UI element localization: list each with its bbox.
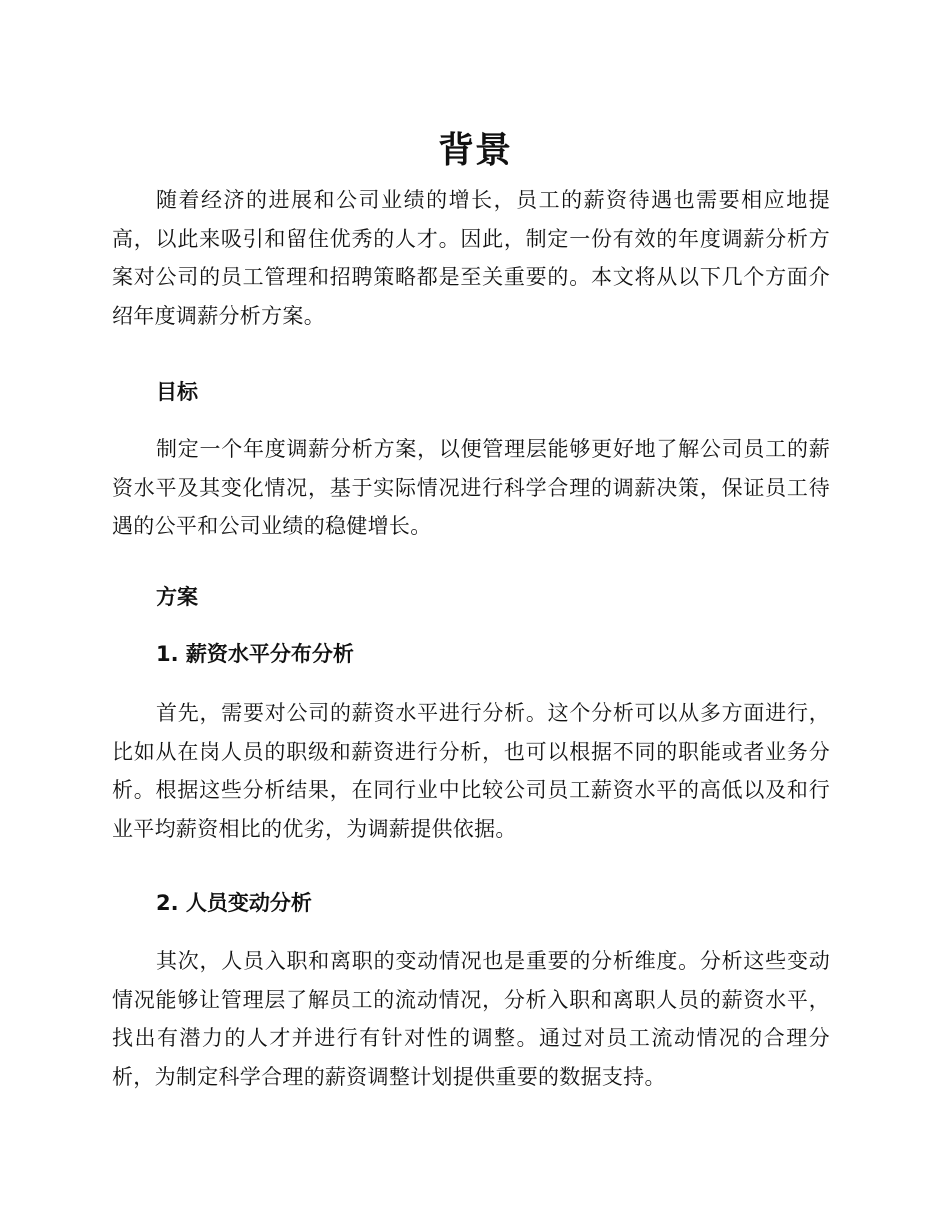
section-heading-personnel-change: 2. 人员变动分析 <box>156 891 312 915</box>
section-heading-salary-distribution: 1. 薪资水平分布分析 <box>156 642 354 666</box>
page-title: 背景 <box>437 130 512 171</box>
personnel-change-paragraph: 其次，人员入职和离职的变动情况也是重要的分析维度。分析这些变动情况能够让管理层了解员工的流动情况，分析入职和离职人员的薪资水平，找出有潜力的人才并进行有针对性的调整。通过对员工流动情况的合理分析，为制定科学合理的薪资调整计划提供重要的数据支持。 <box>112 949 830 1089</box>
section-heading-goal: 目标 <box>156 380 198 404</box>
goal-paragraph: 制定一个年度调薪分析方案，以便管理层能够更好地了解公司员工的薪资水平及其变化情况，基于实际情况进行科学合理的调薪决策，保证员工待遇的公平和公司业绩的稳健增长。 <box>112 437 830 538</box>
salary-distribution-paragraph: 首先，需要对公司的薪资水平进行分析。这个分析可以从多方面进行，比如从在岗人员的职级和薪资进行分析，也可以根据不同的职能或者业务分析。根据这些分析结果，在同行业中比较公司员工薪资水平的高低以及和行业平均薪资相比的优劣，为调薪提供依据。 <box>112 701 830 841</box>
section-heading-plan: 方案 <box>156 585 198 609</box>
intro-paragraph: 随着经济的进展和公司业绩的增长，员工的薪资待遇也需要相应地提高，以此来吸引和留住优秀的人才。因此，制定一份有效的年度调薪分析方案对公司的员工管理和招聘策略都是至关重要的。本文将从以下几个方面介绍年度调薪分析方案。 <box>112 188 830 328</box>
